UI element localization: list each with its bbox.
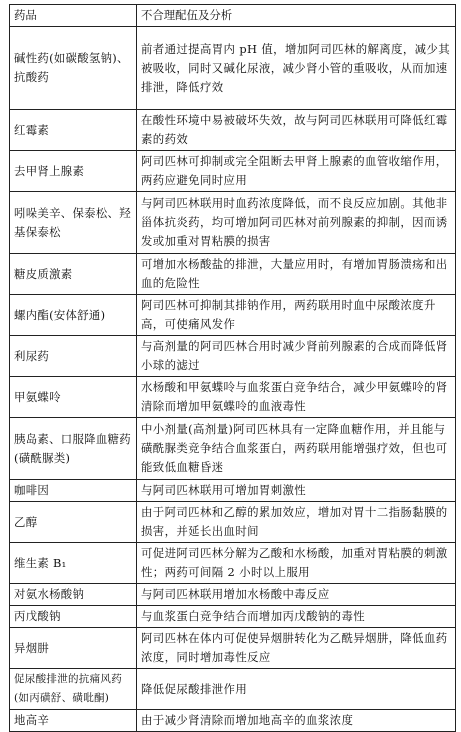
table-row: [10, 110, 456, 151]
analysis-cell: 阿司匹林在体内可促使异烟肼转化为乙酰异烟肼，降低血药浓度，同时增加毒性反应: [137, 628, 456, 669]
drug-cell: 利尿药: [10, 336, 137, 377]
analysis-cell: 中小剂量(高剂量)阿司匹林具有一定降血糖作用，并且能与磺酰脲类竞争结合血浆蛋白，两药联用能增强疗效，但也可能致低血糖昏迷: [137, 418, 456, 480]
drug-cell: 胰岛素、口服降血糖药(磺酰脲类): [10, 418, 137, 480]
analysis-cell: 降低促尿酸排泄作用: [137, 669, 456, 710]
header-drug: 药品: [10, 5, 137, 27]
drug-cell: 去甲肾上腺素: [10, 151, 137, 192]
drug-cell: 促尿酸排泄的抗痛风药(如丙磺舒、磺吡酮): [10, 669, 137, 710]
drug-cell: 咖啡因: [10, 480, 137, 502]
analysis-cell: 由于阿司匹林和乙醇的累加效应，增加对胃十二指肠黏膜的损害，并延长出血时间: [137, 502, 456, 543]
table-row: [10, 628, 456, 669]
drug-cell: 碱性药(如碳酸氢钠)、抗酸药: [10, 27, 137, 110]
drug-cell: 维生素 B₁: [10, 543, 137, 584]
analysis-cell: 可促进阿司匹林分解为乙酸和水杨酸，加重对胃粘膜的刺激性；两药可间隔 2 小时以上服用: [137, 543, 456, 584]
drug-cell: 丙戊酸钠: [10, 606, 137, 628]
table-row: [10, 584, 456, 606]
table-row: [10, 543, 456, 584]
analysis-cell: 与阿司匹林联用可增加胃刺激性: [137, 480, 456, 502]
table-row: [10, 480, 456, 502]
table-row: [10, 27, 456, 110]
table-row: [10, 254, 456, 295]
drug-interaction-table: [9, 4, 456, 732]
table-row: [10, 295, 456, 336]
analysis-cell: 阿司匹林可抑制其排钠作用，两药联用时血中尿酸浓度升高，可使痛风发作: [137, 295, 456, 336]
drug-cell: 乙醇: [10, 502, 137, 543]
table-row: [10, 669, 456, 710]
analysis-cell: 阿司匹林可抑制或完全阻断去甲肾上腺素的血管收缩作用，两药应避免同时应用: [137, 151, 456, 192]
table-row: [10, 151, 456, 192]
analysis-cell: 水杨酸和甲氨蝶呤与血浆蛋白竞争结合，减少甲氨蝶呤的肾清除而增加甲氨蝶呤的血液毒性: [137, 377, 456, 418]
analysis-cell: 可增加水杨酸盐的排泄，大量应用时，有增加胃肠溃疡和出血的危险性: [137, 254, 456, 295]
table-header-row: [10, 5, 456, 27]
drug-cell: 甲氨蝶呤: [10, 377, 137, 418]
drug-cell: 吲哚美辛、保泰松、羟基保泰松: [10, 192, 137, 254]
table-row: [10, 710, 456, 732]
analysis-cell: 与阿司匹林联用时血药浓度降低，而不良反应加剧。其他非甾体抗炎药，均可增加阿司匹林对前列腺素的抑制，因而诱发或加重对胃粘膜的损害: [137, 192, 456, 254]
drug-cell: 红霉素: [10, 110, 137, 151]
analysis-cell: 与阿司匹林联用增加水杨酸中毒反应: [137, 584, 456, 606]
drug-cell: 异烟肼: [10, 628, 137, 669]
header-analysis: 不合理配伍及分析: [137, 5, 456, 27]
table-row: [10, 502, 456, 543]
drug-cell: 地高辛: [10, 710, 137, 732]
analysis-cell: 在酸性环境中易被破坏失效，故与阿司匹林联用可降低红霉素的药效: [137, 110, 456, 151]
analysis-cell: 与血浆蛋白竞争结合而增加丙戊酸钠的毒性: [137, 606, 456, 628]
table-row: [10, 418, 456, 480]
analysis-cell: 前者通过提高胃内 pH 值，增加阿司匹林的解离度，减少其被吸收，同时又碱化尿液，减少肾小管的重吸收，从而加速排泄，降低疗效: [137, 27, 456, 110]
table-row: [10, 377, 456, 418]
table-row: [10, 192, 456, 254]
drug-cell: 对氨水杨酸钠: [10, 584, 137, 606]
table-row: [10, 336, 456, 377]
analysis-cell: 由于减少肾清除而增加地高辛的血浆浓度: [137, 710, 456, 732]
table-row: [10, 606, 456, 628]
drug-cell: 螺内酯(安体舒通): [10, 295, 137, 336]
analysis-cell: 与高剂量的阿司匹林合用时减少肾前列腺素的合成而降低肾小球的滤过: [137, 336, 456, 377]
drug-cell: 糖皮质激素: [10, 254, 137, 295]
